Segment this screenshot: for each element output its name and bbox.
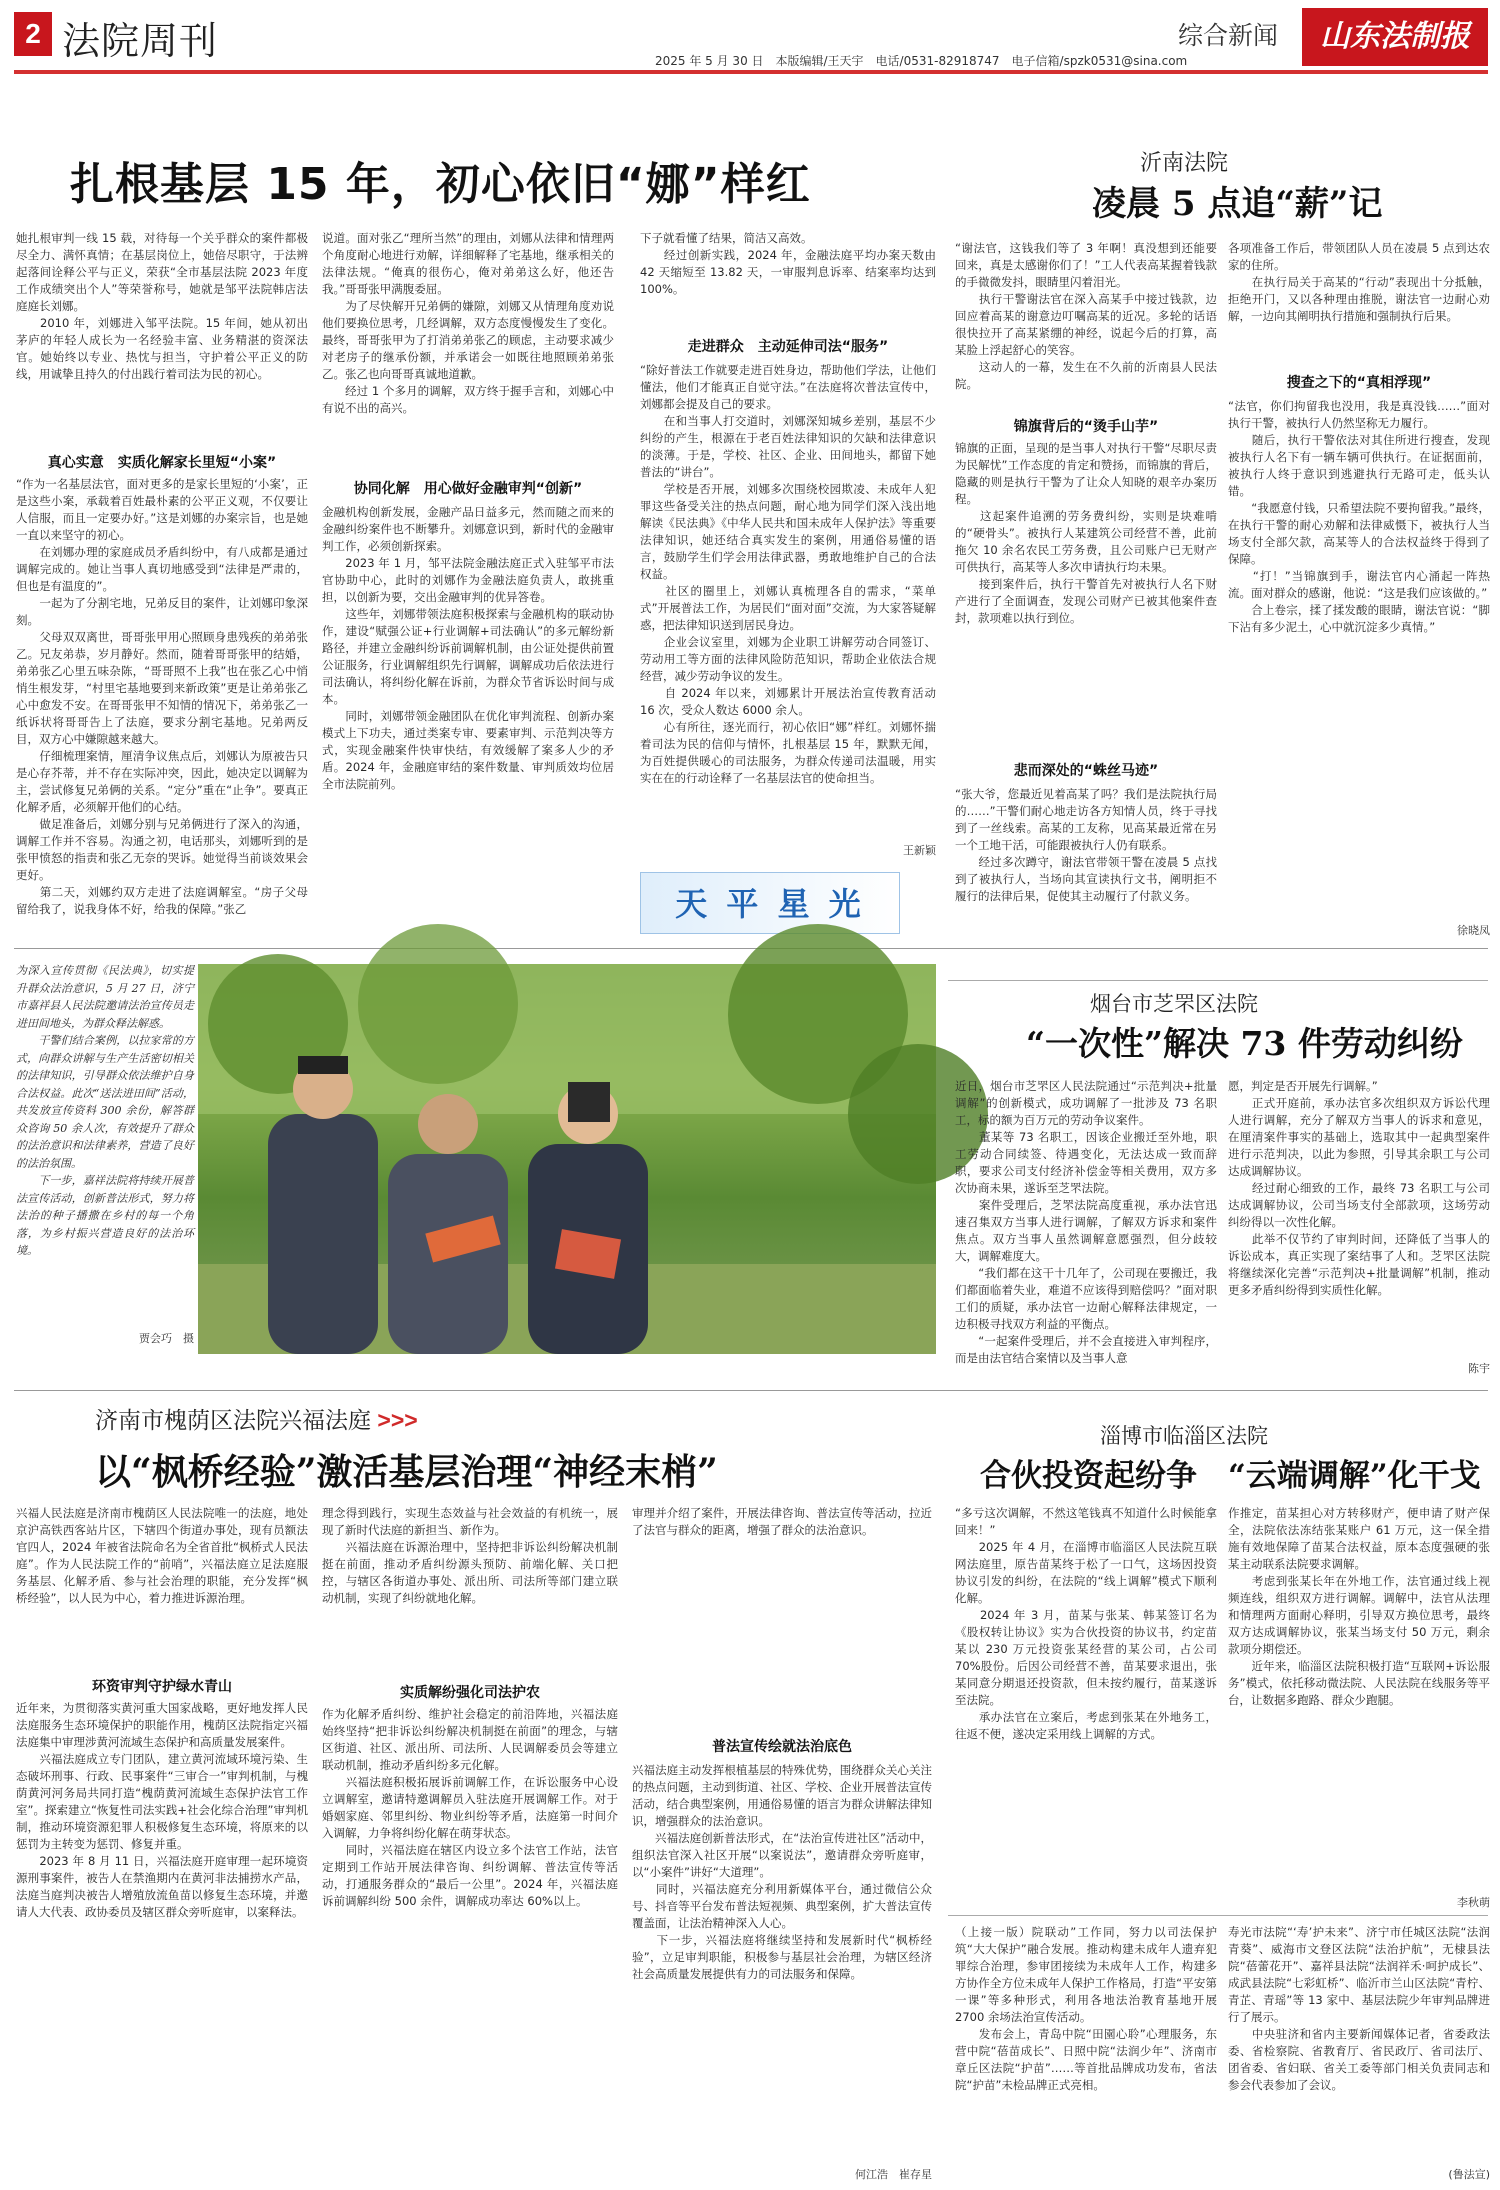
a4-kicker-text: 济南市槐荫区法院兴福法庭 [95, 1408, 371, 1434]
a4-author: 何江浩 崔存星 [855, 2168, 932, 2181]
a5-kicker: 淄博市临淄区法院 [1100, 1424, 1268, 1448]
divider-top [14, 948, 1488, 949]
a4-col2-body: 作为化解矛盾纠纷、维护社会稳定的前沿阵地，兴福法庭始终坚持“把非诉讼纠纷解决机制挺在前面”的理念，与辖区街道、社区、派出所、司法所、人民调解委员会等建立联动机制，推动矛盾纠纷多元化解。 兴福法庭积极拓展诉前调解工作，在诉讼服务中心设立调解室，邀请特邀调解员入驻法庭开展调解工作。对于婚姻家庭、邻里纠纷、物业纠纷等矛盾，法庭第一时间介入调解，力争将纠纷化解在萌芽状态。 同时，兴福法庭在辖区内设立多个法官工作站，法官定期到工作站开展法律咨询、纠纷调解、普法宣传等活动，打通服务群众的“最后一公里”。2024 年，兴福法庭诉前调解纠纷 500 余件，调解成功率达 60%以上。 [322, 1707, 618, 1908]
a6-divider [948, 1915, 1488, 1916]
a5-col2: 作推定，苗某担心对方转移财产，便申请了财产保全，法院依法冻结张某账户 61 万元，这一保全措施有效地保障了苗某合法权益，原本态度强硬的张某主动联系法院要求调解。 考虑到张某长年在外地工作，法官通过线上视频连线，组织双方进行调解。调解中，法官从法理和情理两方面耐心释明，引导双方换位思考，最终双方达成调解协议，张某当场支付 50 万元，剩余款项分期偿还。 近年来，临淄区法院积极打造“互联网+诉讼服务”模式，依托移动微法院、人民法院在线服务等平台，让数据多跑路、群众少跑腿。 [1228, 1506, 1490, 1707]
a3-author: 陈宇 [1468, 1362, 1490, 1375]
person-right [528, 1082, 648, 1354]
header-rule [14, 70, 1488, 74]
a2-col1-end: “张大爷，您最近见着高某了吗？我们是法院执行局的……”干警们耐心地走访各方知情人员，终于寻找到了一丝线索。高某的工友称，见高某最近常在另一个工地干活，可能跟被执行人仍有联系。 经过多次蹲守，谢法官带领干警在凌晨 5 点找到了被执行人，当场向其宣读执行文书，阐明拒不履行的法律后果，促使其主动履行了付款义务。 [955, 787, 1217, 903]
a4-kicker [95, 1402, 418, 1435]
a2-col2-body: “法官，你们拘留我也没用，我是真没钱……”面对执行干警，被执行人仍然坚称无力履行。 随后，执行干警依法对其住所进行搜查，发现被执行人名下有一辆车辆可供执行。在证据面前，被执行人终于意识到逃避执行无路可走，低头认错。 “我愿意付钱，只希望法院不要拘留我。”最终，在执行干警的耐心劝解和法律威慑下，被执行人当场支付全部欠款，高某等人的合法权益终于得到了保障。 “打！”当锦旗到手，谢法官内心涌起一阵热流。面对群众的感谢，他说：“这是我们应该做的。” 合上卷宗，揉了揉发酸的眼睛，谢法官说：“脚下沾有多少泥土，心中就沉淀多少真情。” [1228, 399, 1490, 634]
page-number: 2 [14, 12, 52, 56]
a4-subhead-2: 实质解纷强化司法护农 [400, 1685, 540, 1701]
a1-col3-lead: 下子就看懂了结果，简洁又高效。 经过创新实践，2024 年，金融法庭平均办案天数由 42 天缩短至 13.82 天，一审服判息诉率、结案率均达到 100%。 [640, 231, 936, 296]
a5-author: 李秋萌 [1457, 1896, 1490, 1909]
category-label: 综合新闻 [1178, 21, 1279, 50]
section-title: 法院周刊 [62, 19, 219, 63]
a4-subhead-1: 环资审判守护绿水青山 [92, 1679, 232, 1695]
a2-headline: 凌晨 5 点追“薪”记 [1092, 184, 1383, 224]
a1-col1-lead: 她扎根审判一线 15 载，对待每一个关乎群众的案件都极尽全力、满怀真情；在基层岗位上，她倍尽职守，于法辨起落间诠释公平与正义，荣获“全市基层法院 2023 年度工作成绩突出个人”等荣誉称号，她就是邹平法院韩店法庭庭长刘娜。 2010 年，刘娜进入邹平法院。15 年间，她从初出茅庐的年轻人成长为一名经验丰富、业务精湛的资深法官。她始终以专业、热忱与担当，守护着公平正义的防线，用诚挚且持久的付出践行着司法为民的初心。 [16, 231, 308, 381]
field-photo [198, 964, 936, 1354]
a2-subhead-1: 锦旗背后的“烫手山芋” [1013, 419, 1159, 435]
a5-headline: 合伙投资起纷争 “云端调解”化干戈 [980, 1458, 1481, 1494]
a1-subhead-3: 走进群众 主动延伸司法“服务” [687, 339, 889, 355]
a4-col3-body: 兴福法庭主动发挥根植基层的特殊优势，围绕群众关心关注的热点问题，主动到街道、社区、学校、企业开展普法宣传活动，结合典型案例，用通俗易懂的语言为群众讲解法律知识，增强群众的法治意识。 兴福法庭创新普法形式，在“法治宣传进社区”活动中，组织法官深入社区开展“以案说法”，邀请群众旁听庭审，以“小案件”讲好“大道理”。 同时，兴福法庭充分利用新媒体平台，通过微信公众号、抖音等平台发布普法短视频、典型案例，扩大普法宣传覆盖面，让法治精神深入人心。 下一步，兴福法庭将继续坚持和发展新时代“枫桥经验”，立足审判职能，积极参与基层社会治理，为辖区经济社会高质量发展提供有力的司法服务和保障。 [632, 1763, 932, 1981]
a6-author: (鲁法宣) [1448, 2168, 1490, 2181]
headline-1: 扎根基层 15 年，初心依旧“娜”样红 [70, 159, 811, 210]
a2-col2-lead: 各项准备工作后，带领团队人员在凌晨 5 点到达农家的住所。 在执行局关于高某的“行动”表现出十分抵触，拒绝开门，又以各种理由推脱，谢法官一边耐心劝解，一边向其阐明执行措施和强制执行后果。 [1228, 241, 1490, 323]
a1-author: 王新颖 [903, 844, 936, 857]
a2-kicker: 沂南法院 [1140, 151, 1229, 176]
banner-tianping [640, 872, 900, 934]
a2-col1-body: 锦旗的正面，呈现的是当事人对执行干警“尽职尽责 为民解忧”工作态度的肯定和赞扬，而锦旗的背后，隐藏的则是执行干警为了让众人知晓的艰辛办案历程。 这起案件追溯的劳务费纠纷，实则是块难啃的“硬骨头”。被执行人某建筑公司经营不善，此前拖欠 10 余名农民工劳务费，且公司账户已无财产可供执行，高某等人多次申请执行均未果。 接到案件后，执行干警首先对被执行人名下财产进行了全面调查，发现公司财产已被其他案件查封，款项难以执行到位。 [955, 441, 1217, 625]
a1-col3-body: “除好普法工作就要走进百姓身边，帮助他们学法，让他们懂法，他们才能真正自觉守法。”在法庭将次普法宣传中，刘娜都会提及自己的要求。 在和当事人打交道时，刘娜深知城乡差别，基层不少纠纷的产生，根源在于老百姓法律知识的欠缺和法律意识的淡薄。于是，学校、社区、企业、田间地头，都留下她普法的“讲台”。 学校是否开展，刘娜多次围绕校园欺凌、未成年人犯罪这些备受关注的热点问题，耐心地为同学们深入浅出地解读《民法典》《中华人民共和国未成年人保护法》等重要法律知识，她还结合真实发生的案例，用通俗易懂的语言，鼓励学生们学会用法律武器，勇敢地维护自己的合法权益。 社区的圈里上，刘娜认真梳理各自的需求，“菜单式”开展普法工作，为居民们“面对面”交流，为大家答疑解惑，把法律知识送到居民身边。 企业会议室里，刘娜为企业职工讲解劳动合同签订、劳动用工等方面的法律风险防范知识，帮助企业依法合规经营，减少劳动争议的发生。 自 2024 年以来，刘娜累计开展法治宣传教育活动 16 次，受众人数达 6000 余人。 心有所往，逐光而行，初心依旧“娜”样红。刘娜怀揣着司法为民的信仰与情怀，扎根基层 15 年，默默无闻，为百姓提供暖心的司法服务，为群众传递司法温暖，用实实在在的行动诠释了一名基层法官的使命担当。 [640, 363, 936, 785]
a1-col2-lead: 说道。面对张乙“理所当然”的理由，刘娜从法律和情理两个角度耐心地进行劝解，详细解释了宅基地，继承相关的法律法规。“俺真的很伤心，俺对弟弟这么好，他还告我。”哥哥张甲满腹委屈。 为了尽快解开兄弟俩的嫌隙，刘娜又从情理角度劝说他们要换位思考，几经调解，双方态度慢慢发生了变化。最终，哥哥张甲为了打消弟弟张乙的顾虑，主动要求减少对老房子的继承份额，并承诺会一如既往地照顾弟弟张乙。张乙也向哥哥真诚地道歉。 经过 1 个多月的调解，双方终于握手言和，刘娜心中有说不出的高兴。 [322, 231, 614, 415]
person-middle [388, 1094, 508, 1354]
a3-headline: “一次性”解决 73 件劳动纠纷 [1026, 1024, 1463, 1063]
a2-subhead-3: 搜查之下的“真相浮现” [1286, 375, 1432, 391]
photo-caption: 为深入宣传贯彻《民法典》，切实提升群众法治意识，5 月 27 日，济宁市嘉祥县人民法院邀请法治宣传员走进田间地头，为群众释法解惑。 干警们结合案例，以拉家常的方式，向群众讲解与生产生活密切相关的法律知识，引导群众依法维护自身合法权益。此次“送法进田间”活动，共发放宣传资料 300 余份，解答群众咨询 50 余人次，有效提升了群众的法治意识和法律素养，营造了良好的法治氛围。 下一步，嘉祥法院将持续开展普法宣传活动，创新普法形式，努力将法治的种子播撒在乡村的每一个角落，为乡村振兴营造良好的法治环境。 [16, 964, 194, 1257]
a4-subhead-3: 普法宣传绘就法治底色 [712, 1739, 852, 1755]
a1-subhead-2: 协同化解 用心做好金融审判“创新” [353, 481, 583, 497]
photo-illustration [198, 964, 936, 1354]
a3-col2: 愿，判定是否开展先行调解。” 正式开庭前，承办法官多次组织双方诉讼代理人进行调解，充分了解双方当事人的诉求和意见，在厘清案件事实的基础上，选取其中一起典型案件进行示范判决，以此为参照，引导其余职工与公司达成调解协议。 经过耐心细致的工作，最终 73 名职工与公司达成调解协议，公司当场支付全部款项，这场劳动纠纷得以一次性化解。 此举不仅节约了审判时间，还降低了当事人的诉讼成本，真正实现了案结事了人和。芝罘区法院将继续深化完善“示范判决+批量调解”机制，推动更多矛盾纠纷得到实质性化解。 [1228, 1079, 1490, 1297]
a2-author: 徐晓凤 [1457, 924, 1490, 937]
chevron-arrows-icon: >>> [371, 1407, 418, 1433]
a6-col2: 寿光市法院“‘寿’护未来”、济宁市任城区法院“法润青葵”、威海市文登区法院“法治护航”，无棣县法院“蓓蕾花开”、嘉祥县法院“法润祥禾·呵护成长”、成武县法院“七彩虹桥”、临沂市兰山区法院“青柠、青芷、青瑶”等 13 家中、基层法院少年审判品牌进行了展示。 中央驻济和省内主要新闻媒体记者，省委政法委、省检察院、省教育厅、省民政厅、省司法厅、团省委、省妇联、省关工委等部门相关负责同志和参会代表参加了会议。 [1228, 1925, 1490, 2092]
banner-text: 天 平 星 光 [641, 873, 899, 933]
a3-divider [948, 980, 1488, 981]
a4-col2-lead: 理念得到践行，实现生态效益与社会效益的有机统一，展现了新时代法庭的新担当、新作为。 兴福法庭在诉源治理中，坚持把非诉讼纠纷解决机制挺在前面，推动矛盾纠纷源头预防、前端化解、关口把控，与辖区各街道办事处、派出所、司法所等部门建立联动机制，实现了纠纷就地化解。 [322, 1506, 618, 1605]
a6-col1: （上接一版）院联动”工作同，努力以司法保护筑“大大保护”融合发展。推动构建未成年人遗弃犯罪综合治理，参审团接续为未成年人工作，构建多方协作全方位未成年人保护工作格局，打造“平安第一课”等多种形式，利用各地法治教育基地开展 2700 余场法治宣传活动。 发布会上，青岛中院“田園心聆”心理服务，东营中院“蓓苗成长”、日照中院“法润少年”、济南市章丘区法院“护苗”……等首批品牌成功发布，省法院“护苗”未检品牌正式亮相。 [955, 1925, 1217, 2092]
a4-col1-lead: 兴福人民法庭是济南市槐荫区人民法院唯一的法庭，地处京沪高铁西客站片区，下辖四个街道办事处，现有员额法官四人，2024 年被省法院命名为全省首批“枫桥式人民法庭”。作为人民法院工作的“前哨”，兴福法庭立足法庭服务基层、化解矛盾、参与社会治理的职能，充分发挥“枫桥经验”，以人民为中心，着力推进诉源治理。 [16, 1506, 308, 1605]
a1-col2-body: 金融机构创新发展，金融产品日益多元，然而随之而来的金融纠纷案件也不断攀升。刘娜意识到，新时代的金融审判工作，必须创新探索。 2023 年 1 月，邹平法院金融法庭正式入驻邹平市法官协助中心，此时的刘娜作为金融法庭负责人，敢挑重担，以创新为要，交出金融审判的优异答卷。 这些年，刘娜带领法庭积极探索与金融机构的联动协作，建设“赋强公证+行业调解+司法确认”的多元解纷新路径，并建立金融纠纷诉前调解机制，由公证处提供前置公证服务，行业调解组织先行调解，调解成功后依法进行司法确认，将纠纷化解在诉前，为群众节省诉讼时间与成本。 同时，刘娜带领金融团队在优化审判流程、创新办案模式上下功夫，通过类案专审、要素审判、示范判决等方式，实现金融案件快审快结，有效缓解了案多人少的矛盾。2024 年，金融庭审结的案件数量、审判质效均位居全市法院前列。 [322, 505, 614, 791]
a4-col3-lead: 审理并介绍了案件，开展法律咨询、普法宣传等活动，拉近了法官与群众的距离，增强了群众的法治意识。 [632, 1506, 932, 1537]
newspaper-logo: 山东法制报 [1302, 8, 1488, 66]
divider-middle [14, 1390, 1488, 1391]
a3-col1: 近日，烟台市芝罘区人民法院通过“示范判决+批量调解”的创新模式，成功调解了一批涉及 73 名职工，标的额为百万元的劳动争议案件。 董某等 73 名职工，因该企业搬迁至外地，职工劳动合同续签、待遇变化，无法达成一致而辞职，要求公司支付经济补偿金等相关费用，双方多次协商未果，遂诉至芝罘法院。 案件受理后，芝罘法院高度重视，承办法官迅速召集双方当事人进行调解，了解双方诉求和案件焦点。双方当事人虽然调解意愿强烈，但分歧较大，调解难度大。 “我们都在这干十几年了，公司现在要搬迁，我们都面临着失业，难道不应该得到赔偿吗？”面对职工们的质疑，承办法官一边耐心解释法律规定，一边积极寻找双方利益的平衡点。 “一起案件受理后，并不会直接进入审判程序，而是由法官结合案情以及当事人意 [955, 1079, 1217, 1365]
a2-col1-lead: “谢法官，这钱我们等了 3 年啊！真没想到还能要回来，真是太感谢你们了！”工人代表高某握着钱款的手微微发抖，眼睛里闪着泪光。 执行干警谢法官在深入高某手中接过钱款，边回应着高某的谢意边叮嘱高某的近况。多轮的话语很快拉开了高某紧绷的神经，说起今后的打算，高某脸上浮起舒心的笑容。 这动人的一幕，发生在不久前的沂南县人民法院。 [955, 241, 1217, 391]
a4-headline: 以“枫桥经验”激活基层治理“神经末梢” [95, 1451, 718, 1493]
a3-kicker: 烟台市芝罘区法院 [1090, 992, 1258, 1016]
a2-subhead-2: 悲而深处的“蛛丝马迹” [1013, 763, 1159, 779]
a5-col1: “多亏这次调解，不然这笔钱真不知道什么时候能拿回来！” 2025 年 4 月，在淄博市临淄区人民法院互联网法庭里，原告苗某终于松了一口气，这场因投资协议引发的纠纷，在法院的“线上调解”模式下顺利化解。 2024 年 3 月，苗某与张某、韩某签订名为《股权转让协议》实为合伙投资的协议书，约定苗某以 230 万元投资张某经营的某公司，占公司 70%股份。后因公司经营不善，苗某要求退出，张某同意分期退还投资款，但未按约履行，苗某遂诉至法院。 承办法官在立案后，考虑到张某在外地务工，往返不便，遂决定采用线上调解的方式。 [955, 1506, 1217, 1741]
issue-info: 2025 年 5 月 30 日 本版编辑/王天宇 电话/0531-82918747 电子信箱/spzk0531@sina.com [655, 54, 1188, 68]
a1-col1-body: “作为一名基层法官，面对更多的是家长里短的‘小案’，正是这些小案，承载着百姓最朴素的公平正义观，不仅要让人信服，而且一定要办好。”这是刘娜的办案宗旨，也是她一直以来坚守的初心。 在刘娜办理的家庭成员矛盾纠纷中，有八成都是通过调解完成的。她让当事人真切地感受到“法律是严肃的，但也是有温度的”。 一起为了分割宅地，兄弟反目的案件，让刘娜印象深刻。 父母双双离世，哥哥张甲用心照顾身患残疾的弟弟张乙。兄友弟恭，岁月静好。然而，随着哥哥张甲的结婚，弟弟张乙心里五味杂陈，“哥哥照不上我”也在张乙心中悄悄生根发芽，“村里宅基地要到来新政策”更是让弟弟张乙心中愈发不安。在哥哥张甲不知情的情况下，弟弟张乙一纸诉状将哥哥告上了法庭，要求分割宅基地。兄弟两反目，双方心中嫌隙越来越大。 仔细梳理案情，厘清争议焦点后，刘娜认为原被告只是心存芥蒂，并不存在实际冲突，因此，她决定以调解为主，尝试修复兄弟俩的关系。“定分”重在“止争”。要真正化解矛盾，必须解开他们的心结。 做足准备后，刘娜分别与兄弟俩进行了深入的沟通，调解工作并不容易。沟通之初，电话那头，刘娜听到的是张甲愤怒的指责和张乙无奈的哭诉。她觉得当前谈效果会更好。 第二天，刘娜约双方走进了法庭调解室。“房子父母留给我了，说我身体不好，给我的保障。”张乙 [16, 477, 308, 916]
a4-col1-body: 近年来，为贯彻落实黄河重大国家战略，更好地发挥人民法庭服务生态环境保护的职能作用，槐荫区法院指定兴福法庭集中审理涉黄河流域生态保护和高质量发展案件。 兴福法庭成立专门团队，建立黄河流域环境污染、生态破坏刑事、行政、民事案件“三审合一”审判机制，与槐荫黄河河务局共同打造“槐荫黄河流域生态保护法官工作室”。探索建立“恢复性司法实践+社会化综合治理”审判机制，推动环境资源犯罪人积极修复生态环境，将原来的以惩罚为主转变为惩罚、修复并重。 2023 年 8 月 11 日，兴福法庭开庭审理一起环境资源刑事案件，被告人在禁渔期内在黄河非法捕捞水产品，法庭当庭判决被告人增殖放流鱼苗以修复生态环境，并邀请人大代表、政协委员及辖区群众旁听庭审，以案释法。 [16, 1701, 309, 1919]
a1-subhead-1: 真心实意 实质化解家长里短“小案” [47, 455, 277, 471]
photo-credit: 贾会巧 摄 [139, 1332, 194, 1345]
